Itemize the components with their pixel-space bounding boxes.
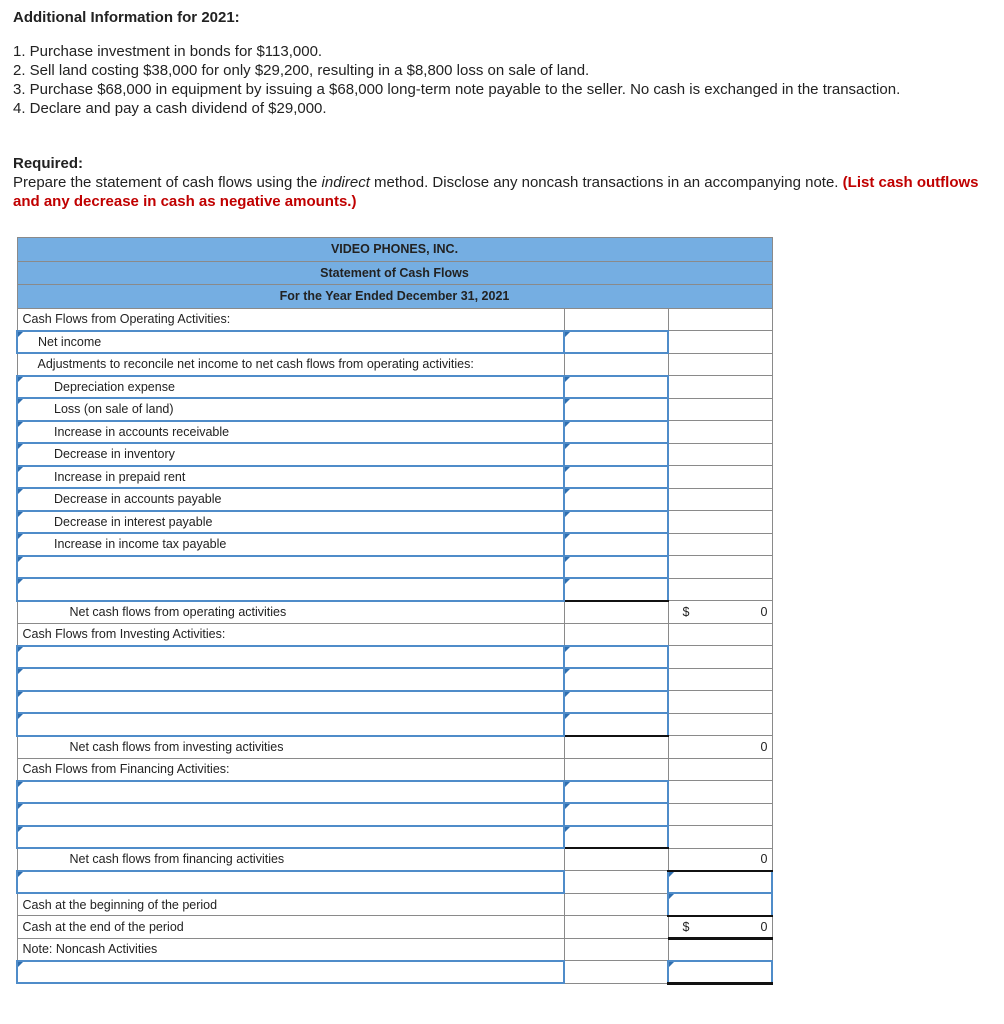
row-label: Cash Flows from Operating Activities: bbox=[22, 312, 231, 326]
total-cell bbox=[668, 466, 772, 489]
empty-cell bbox=[564, 736, 668, 759]
total-cell bbox=[668, 511, 772, 534]
statement-row bbox=[17, 376, 772, 399]
empty-cell bbox=[564, 961, 668, 984]
label-cell bbox=[17, 353, 564, 376]
total-cell bbox=[668, 533, 772, 556]
statement-row bbox=[17, 938, 772, 961]
label-cell bbox=[17, 938, 564, 961]
empty-cell bbox=[564, 893, 668, 916]
amount-input[interactable] bbox=[564, 668, 668, 691]
empty-cell bbox=[564, 758, 668, 781]
statement-row bbox=[17, 466, 772, 489]
total-cell bbox=[668, 556, 772, 579]
account-name-input[interactable] bbox=[17, 871, 564, 894]
amount-input[interactable] bbox=[564, 466, 668, 489]
row-label: Net cash flows from operating activities bbox=[69, 605, 287, 619]
statement-row bbox=[17, 691, 772, 714]
account-name-input[interactable] bbox=[17, 398, 564, 421]
total-cell bbox=[668, 308, 772, 331]
total-cell bbox=[668, 578, 772, 601]
statement-row bbox=[17, 556, 772, 579]
total-cell bbox=[668, 623, 772, 646]
total-cell bbox=[668, 826, 772, 849]
account-name-input[interactable] bbox=[17, 668, 564, 691]
account-name-input[interactable] bbox=[17, 443, 564, 466]
total-cell bbox=[668, 376, 772, 399]
label-cell bbox=[17, 623, 564, 646]
account-name-input[interactable] bbox=[17, 511, 564, 534]
required-text: Prepare the statement of cash flows using the bbox=[13, 174, 322, 191]
amount-input[interactable] bbox=[564, 398, 668, 421]
cash-flow-statement bbox=[16, 237, 773, 985]
company-name: VIDEO PHONES, INC. bbox=[17, 238, 772, 262]
total-cell bbox=[668, 443, 772, 466]
row-label: Net income bbox=[38, 334, 102, 349]
statement-row bbox=[17, 421, 772, 444]
empty-cell bbox=[564, 938, 668, 961]
info-item: 3. Purchase $68,000 in equipment by issuing a $68,000 long-term note payable to the seller. No cash is exchanged in the transaction. bbox=[13, 81, 901, 98]
total-cell bbox=[668, 398, 772, 421]
account-name-input[interactable] bbox=[17, 781, 564, 804]
statement-row bbox=[17, 916, 772, 939]
amount-input[interactable] bbox=[564, 578, 668, 601]
label-cell bbox=[17, 848, 564, 871]
amount-input[interactable] bbox=[564, 713, 668, 736]
label-cell bbox=[17, 601, 564, 624]
row-label: Decrease in accounts payable bbox=[54, 492, 222, 507]
statement-row bbox=[17, 781, 772, 804]
amount-input[interactable] bbox=[564, 443, 668, 466]
statement-row bbox=[17, 826, 772, 849]
row-label: Cash Flows from Financing Activities: bbox=[22, 762, 230, 776]
statement-row bbox=[17, 668, 772, 691]
label-cell bbox=[17, 916, 564, 939]
statement-row bbox=[17, 623, 772, 646]
account-name-input[interactable] bbox=[17, 376, 564, 399]
total-input[interactable] bbox=[668, 893, 772, 916]
row-label: Cash at the beginning of the period bbox=[22, 897, 218, 912]
total-cell bbox=[668, 713, 772, 736]
row-label: Adjustments to reconcile net income to net cash flows from operating activities: bbox=[37, 357, 474, 372]
statement-row bbox=[17, 601, 772, 624]
label-cell bbox=[17, 736, 564, 759]
amount-input[interactable] bbox=[564, 556, 668, 579]
total-value: 0 bbox=[760, 852, 768, 866]
account-name-input[interactable] bbox=[17, 331, 564, 354]
empty-cell bbox=[564, 308, 668, 331]
account-name-input[interactable] bbox=[17, 421, 564, 444]
statement-row bbox=[17, 533, 772, 556]
empty-cell bbox=[564, 353, 668, 376]
row-label: Decrease in interest payable bbox=[54, 514, 213, 529]
empty-cell bbox=[564, 601, 668, 624]
account-name-input[interactable] bbox=[17, 826, 564, 849]
row-label: Note: Noncash Activities bbox=[22, 942, 158, 956]
account-name-input[interactable] bbox=[17, 713, 564, 736]
empty-cell bbox=[564, 848, 668, 871]
total-cell bbox=[668, 353, 772, 376]
amount-input[interactable] bbox=[564, 511, 668, 534]
label-cell bbox=[17, 308, 564, 331]
total-cell bbox=[668, 421, 772, 444]
statement-row bbox=[17, 308, 772, 331]
total-input[interactable] bbox=[668, 871, 772, 894]
required-text-after: method. Disclose any noncash transactions in an accompanying note. bbox=[369, 174, 843, 191]
label-cell bbox=[17, 893, 564, 916]
amount-input[interactable] bbox=[564, 331, 668, 354]
amount-input[interactable] bbox=[564, 488, 668, 511]
row-label: Cash Flows from Investing Activities: bbox=[22, 627, 226, 641]
amount-input[interactable] bbox=[564, 803, 668, 826]
amount-input[interactable] bbox=[564, 826, 668, 849]
row-label: Loss (on sale of land) bbox=[54, 402, 174, 417]
additional-info bbox=[13, 8, 900, 118]
total-value: 0 bbox=[760, 919, 768, 934]
statement-row bbox=[17, 353, 772, 376]
account-name-input[interactable] bbox=[17, 556, 564, 579]
row-label: Cash at the end of the period bbox=[22, 919, 184, 934]
statement-row bbox=[17, 488, 772, 511]
row-label: Depreciation expense bbox=[54, 379, 175, 394]
row-label: Increase in prepaid rent bbox=[54, 469, 186, 484]
currency-symbol: $ bbox=[682, 604, 690, 619]
required-italic: indirect bbox=[321, 174, 370, 191]
required-section bbox=[13, 154, 998, 211]
statement-row bbox=[17, 736, 772, 759]
amount-input[interactable] bbox=[564, 376, 668, 399]
total-cell bbox=[668, 938, 772, 961]
account-name-input[interactable] bbox=[17, 803, 564, 826]
empty-cell bbox=[564, 916, 668, 939]
statement-period: For the Year Ended December 31, 2021 bbox=[17, 285, 772, 309]
statement-title: Statement of Cash Flows bbox=[17, 261, 772, 285]
additional-info-heading: Additional Information for 2021: bbox=[13, 9, 240, 26]
info-item: 2. Sell land costing $38,000 for only $29,200, resulting in a $8,800 loss on sale of land. bbox=[13, 62, 590, 79]
amount-input[interactable] bbox=[564, 781, 668, 804]
total-cell bbox=[668, 803, 772, 826]
row-label: Increase in income tax payable bbox=[54, 537, 227, 552]
amount-input[interactable] bbox=[564, 421, 668, 444]
label-cell bbox=[17, 758, 564, 781]
account-name-input[interactable] bbox=[17, 578, 564, 601]
total-cell bbox=[668, 916, 772, 939]
empty-cell bbox=[564, 871, 668, 894]
amount-input[interactable] bbox=[564, 691, 668, 714]
amount-input[interactable] bbox=[564, 533, 668, 556]
total-input[interactable] bbox=[668, 961, 772, 984]
statement-row bbox=[17, 848, 772, 871]
account-name-input[interactable] bbox=[17, 646, 564, 669]
total-cell bbox=[668, 668, 772, 691]
additional-info-list bbox=[13, 42, 900, 118]
account-name-input[interactable] bbox=[17, 533, 564, 556]
statement-row bbox=[17, 398, 772, 421]
required-heading: Required: bbox=[13, 155, 84, 172]
row-label: Decrease in inventory bbox=[54, 447, 175, 462]
info-item: 4. Declare and pay a cash dividend of $29,000. bbox=[13, 100, 327, 117]
statement-row bbox=[17, 961, 772, 984]
account-name-input[interactable] bbox=[17, 466, 564, 489]
total-cell bbox=[668, 781, 772, 804]
total-cell bbox=[668, 758, 772, 781]
total-cell bbox=[668, 331, 772, 354]
statement-row bbox=[17, 443, 772, 466]
statement-row bbox=[17, 871, 772, 894]
account-name-input[interactable] bbox=[17, 961, 564, 984]
statement-row bbox=[17, 803, 772, 826]
statement-row bbox=[17, 758, 772, 781]
statement-row bbox=[17, 578, 772, 601]
info-item: 1. Purchase investment in bonds for $113,000. bbox=[13, 43, 323, 60]
amount-input[interactable] bbox=[564, 646, 668, 669]
total-value: 0 bbox=[760, 604, 768, 619]
account-name-input[interactable] bbox=[17, 488, 564, 511]
row-label: Net cash flows from investing activities bbox=[69, 740, 284, 754]
total-cell bbox=[668, 488, 772, 511]
total-value: 0 bbox=[760, 739, 768, 754]
account-name-input[interactable] bbox=[17, 691, 564, 714]
row-label: Increase in accounts receivable bbox=[54, 424, 230, 439]
row-label: Net cash flows from financing activities bbox=[69, 852, 285, 867]
total-cell bbox=[668, 736, 772, 759]
total-cell bbox=[668, 691, 772, 714]
total-cell bbox=[668, 848, 772, 871]
total-cell bbox=[668, 646, 772, 669]
statement-row bbox=[17, 646, 772, 669]
total-cell bbox=[668, 601, 772, 624]
statement-row bbox=[17, 331, 772, 354]
statement-row bbox=[17, 893, 772, 916]
statement-row bbox=[17, 713, 772, 736]
empty-cell bbox=[564, 623, 668, 646]
required-instruction: (List cash outflows and any decrease in cash as negative amounts.) bbox=[13, 174, 979, 210]
currency-symbol: $ bbox=[682, 919, 690, 934]
statement-row bbox=[17, 511, 772, 534]
